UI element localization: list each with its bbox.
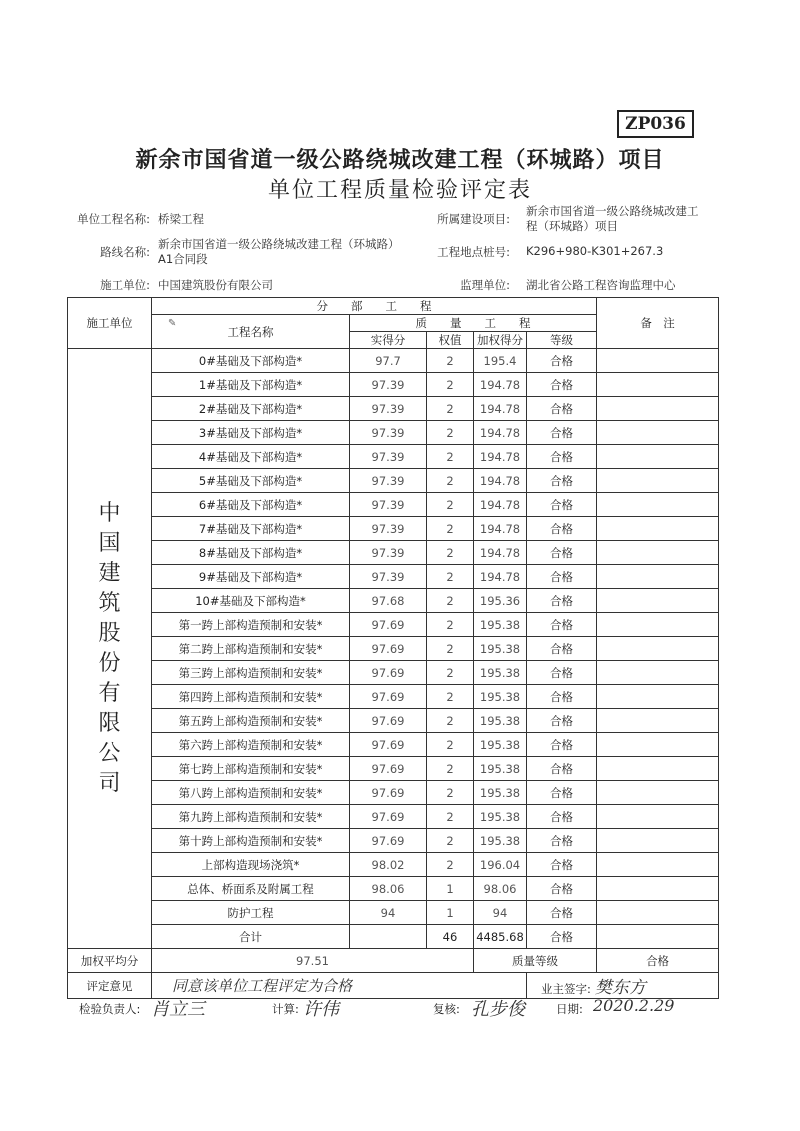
- calc-label: 计算:: [272, 1002, 299, 1016]
- row-weight: 1: [427, 901, 474, 925]
- row-remarks: [597, 829, 719, 853]
- row-score: 97.69: [350, 805, 427, 829]
- row-remarks: [597, 421, 719, 445]
- row-weight: 2: [427, 685, 474, 709]
- table-row: [68, 805, 719, 829]
- supervisor-label: 监理单位:: [460, 278, 510, 292]
- row-grade: 合格: [527, 853, 597, 877]
- table-row: [68, 373, 719, 397]
- location-value: K296+980-K301+267.3: [526, 244, 664, 258]
- unit-project-label: 单位工程名称:: [77, 212, 150, 226]
- row-weight: 2: [427, 829, 474, 853]
- row-weight: 2: [427, 781, 474, 805]
- review-signature: 孔步俊: [471, 999, 525, 1020]
- contractor-char: 建: [98, 560, 121, 586]
- table-row: [68, 349, 719, 373]
- date-label: 日期:: [556, 1002, 583, 1016]
- row-weighted-score: 195.38: [474, 613, 527, 637]
- row-name: 上部构造现场浇筑*: [152, 853, 350, 877]
- row-score: 97.39: [350, 469, 427, 493]
- row-remarks: [597, 397, 719, 421]
- row-name: 第七跨上部构造预制和安装*: [152, 757, 350, 781]
- header-quality: 质 量 工 程: [350, 315, 597, 332]
- opinion-handwritten: 同意该单位工程评定为合格: [152, 973, 527, 999]
- row-weighted-score: 194.78: [474, 469, 527, 493]
- pen-mark-icon: ✎: [168, 318, 177, 329]
- row-grade: 合格: [527, 421, 597, 445]
- row-weight: 2: [427, 493, 474, 517]
- table-row: [68, 565, 719, 589]
- row-name: 6#基础及下部构造*: [152, 493, 350, 517]
- row-weighted-score: 94: [474, 901, 527, 925]
- row-score: 97.39: [350, 373, 427, 397]
- row-score: 97.69: [350, 757, 427, 781]
- review-label: 复核:: [433, 1002, 460, 1016]
- row-remarks: [597, 685, 719, 709]
- contractor-value: 中国建筑股份有限公司: [158, 278, 273, 292]
- row-score: 97.39: [350, 517, 427, 541]
- row-weighted-score: 195.38: [474, 781, 527, 805]
- table-row: [68, 541, 719, 565]
- table-row: [68, 661, 719, 685]
- supervisor-value: 湖北省公路工程咨询监理中心: [526, 278, 676, 292]
- weighted-average-value: 97.51: [152, 949, 474, 973]
- row-weighted-score: 195.38: [474, 733, 527, 757]
- row-grade: 合格: [527, 781, 597, 805]
- row-weight: 2: [427, 373, 474, 397]
- row-grade: 合格: [527, 541, 597, 565]
- quality-grade-value: 合格: [597, 949, 719, 973]
- row-weighted-score: 195.38: [474, 709, 527, 733]
- row-remarks: [597, 445, 719, 469]
- row-remarks: [597, 781, 719, 805]
- parent-project-value-line1: 新余市国省道一级公路绕城改建工: [526, 204, 699, 218]
- row-score: 97.7: [350, 349, 427, 373]
- row-remarks: [597, 637, 719, 661]
- row-grade: 合格: [527, 805, 597, 829]
- total-row: [68, 925, 719, 949]
- weighted-average-row: [68, 949, 719, 973]
- row-score: 97.69: [350, 661, 427, 685]
- row-weighted-score: 195.38: [474, 829, 527, 853]
- row-grade: 合格: [527, 469, 597, 493]
- header-weighted-score: 加权得分: [474, 332, 527, 349]
- row-weight: 2: [427, 469, 474, 493]
- table-row: [68, 901, 719, 925]
- row-weighted-score: 195.38: [474, 661, 527, 685]
- row-weighted-score: 195.4: [474, 349, 527, 373]
- owner-sign-label: 业主签字:: [541, 982, 591, 996]
- row-weight: 2: [427, 421, 474, 445]
- row-weighted-score: 195.38: [474, 637, 527, 661]
- row-name: 第一跨上部构造预制和安装*: [152, 613, 350, 637]
- row-grade: 合格: [527, 733, 597, 757]
- contractor-char: 公: [98, 740, 121, 766]
- weighted-average-label: 加权平均分: [68, 949, 152, 973]
- header-weight: 权值: [427, 332, 474, 349]
- contractor-char: 限: [98, 710, 121, 736]
- row-weighted-score: 195.38: [474, 685, 527, 709]
- row-grade: 合格: [527, 661, 597, 685]
- row-score: 97.69: [350, 613, 427, 637]
- total-weighted-score: 4485.68: [474, 925, 527, 949]
- unit-project-value: 桥梁工程: [158, 212, 204, 226]
- row-remarks: [597, 805, 719, 829]
- row-remarks: [597, 853, 719, 877]
- row-name: 9#基础及下部构造*: [152, 565, 350, 589]
- header-group-subitem: 分 部 工 程: [152, 298, 597, 315]
- row-weighted-score: 98.06: [474, 877, 527, 901]
- row-remarks: [597, 373, 719, 397]
- row-weight: 2: [427, 589, 474, 613]
- row-grade: 合格: [527, 589, 597, 613]
- contractor-char: 司: [98, 770, 121, 796]
- table-row: [68, 613, 719, 637]
- row-score: 97.69: [350, 637, 427, 661]
- row-score: 98.02: [350, 853, 427, 877]
- table-row: [68, 469, 719, 493]
- header-project-name: [152, 315, 350, 349]
- table-row: [68, 829, 719, 853]
- contractor-char: 股: [98, 620, 121, 646]
- row-weight: 2: [427, 709, 474, 733]
- row-weighted-score: 194.78: [474, 517, 527, 541]
- owner-sign-cell: [527, 973, 719, 999]
- inspector-label: 检验负责人:: [79, 1002, 141, 1016]
- row-score: 97.39: [350, 541, 427, 565]
- row-remarks: [597, 661, 719, 685]
- table-row: [68, 637, 719, 661]
- row-score: 97.69: [350, 709, 427, 733]
- row-weight: 2: [427, 733, 474, 757]
- total-weight: 46: [427, 925, 474, 949]
- contractor-label: 施工单位:: [100, 278, 150, 292]
- table-row: [68, 781, 719, 805]
- row-name: 第三跨上部构造预制和安装*: [152, 661, 350, 685]
- table-row: [68, 733, 719, 757]
- parent-project-label: 所属建设项目:: [437, 212, 510, 226]
- row-remarks: [597, 709, 719, 733]
- row-remarks: [597, 517, 719, 541]
- parent-project-value-line2: 程（环城路）项目: [526, 219, 618, 233]
- row-name: 第六跨上部构造预制和安装*: [152, 733, 350, 757]
- row-weighted-score: 194.78: [474, 421, 527, 445]
- row-name: 防护工程: [152, 901, 350, 925]
- row-remarks: [597, 877, 719, 901]
- row-grade: 合格: [527, 685, 597, 709]
- row-weight: 2: [427, 517, 474, 541]
- row-name: 3#基础及下部构造*: [152, 421, 350, 445]
- row-weighted-score: 194.78: [474, 541, 527, 565]
- row-grade: 合格: [527, 373, 597, 397]
- route-value-line1: 新余市国省道一级公路绕城改建工程（环城路）: [158, 237, 400, 251]
- quality-grade-label: 质量等级: [474, 949, 597, 973]
- row-score: 97.69: [350, 829, 427, 853]
- header-remarks: 备 注: [597, 298, 719, 349]
- row-weight: 2: [427, 853, 474, 877]
- table-row: [68, 709, 719, 733]
- table-row: [68, 589, 719, 613]
- evaluation-table: [67, 297, 719, 999]
- row-name: 第四跨上部构造预制和安装*: [152, 685, 350, 709]
- row-weighted-score: 195.38: [474, 805, 527, 829]
- contractor-char: 中: [98, 500, 121, 526]
- row-score: 97.69: [350, 733, 427, 757]
- row-grade: 合格: [527, 901, 597, 925]
- row-grade: 合格: [527, 709, 597, 733]
- row-name: 第九跨上部构造预制和安装*: [152, 805, 350, 829]
- contractor-char: 国: [98, 530, 121, 556]
- row-weight: 2: [427, 541, 474, 565]
- row-name: 2#基础及下部构造*: [152, 397, 350, 421]
- row-grade: 合格: [527, 877, 597, 901]
- row-name: 第八跨上部构造预制和安装*: [152, 781, 350, 805]
- document-title-form: 单位工程质量检验评定表: [267, 178, 532, 203]
- row-name: 总体、桥面系及附属工程: [152, 877, 350, 901]
- header-project-name-text: 工程名称: [227, 324, 274, 339]
- row-remarks: [597, 541, 719, 565]
- row-remarks: [597, 565, 719, 589]
- row-name: 10#基础及下部构造*: [152, 589, 350, 613]
- row-grade: 合格: [527, 565, 597, 589]
- row-remarks: [597, 901, 719, 925]
- header-grade: 等级: [527, 332, 597, 349]
- table-row: [68, 757, 719, 781]
- row-score: 97.69: [350, 781, 427, 805]
- row-score: 97.39: [350, 445, 427, 469]
- row-weight: 2: [427, 661, 474, 685]
- row-score: 97.39: [350, 421, 427, 445]
- row-name: 7#基础及下部构造*: [152, 517, 350, 541]
- contractor-char: 筑: [98, 590, 121, 616]
- row-weighted-score: 194.78: [474, 397, 527, 421]
- contractor-char: 有: [98, 680, 121, 706]
- calc-signature: 许伟: [303, 999, 339, 1020]
- row-weighted-score: 195.38: [474, 757, 527, 781]
- table-row: [68, 445, 719, 469]
- contractor-char: 份: [98, 650, 121, 676]
- row-remarks: [597, 469, 719, 493]
- row-weight: 2: [427, 613, 474, 637]
- row-grade: 合格: [527, 613, 597, 637]
- row-weight: 2: [427, 397, 474, 421]
- total-label: 合计: [152, 925, 350, 949]
- row-remarks: [597, 493, 719, 517]
- row-weighted-score: 196.04: [474, 853, 527, 877]
- date-value: 2020.2.29: [593, 996, 675, 1015]
- row-grade: 合格: [527, 637, 597, 661]
- row-remarks: [597, 757, 719, 781]
- row-weighted-score: 194.78: [474, 565, 527, 589]
- document-title-project: 新余市国省道一级公路绕城改建工程（环城路）项目: [135, 148, 665, 173]
- row-score: 97.39: [350, 565, 427, 589]
- total-remarks: [597, 925, 719, 949]
- row-score: 97.39: [350, 493, 427, 517]
- inspector-signature: 肖立三: [151, 999, 205, 1020]
- row-name: 第二跨上部构造预制和安装*: [152, 637, 350, 661]
- row-name: 5#基础及下部构造*: [152, 469, 350, 493]
- row-weight: 2: [427, 445, 474, 469]
- row-weight: 2: [427, 805, 474, 829]
- row-remarks: [597, 733, 719, 757]
- row-name: 0#基础及下部构造*: [152, 349, 350, 373]
- row-grade: 合格: [527, 349, 597, 373]
- contractor-vertical-name: [68, 349, 152, 949]
- route-value-line2: A1合同段: [158, 252, 208, 266]
- row-weighted-score: 194.78: [474, 373, 527, 397]
- row-score: 97.68: [350, 589, 427, 613]
- row-grade: 合格: [527, 445, 597, 469]
- row-weight: 1: [427, 877, 474, 901]
- row-weighted-score: 194.78: [474, 493, 527, 517]
- row-name: 4#基础及下部构造*: [152, 445, 350, 469]
- row-grade: 合格: [527, 829, 597, 853]
- row-grade: 合格: [527, 397, 597, 421]
- row-remarks: [597, 613, 719, 637]
- row-weight: 2: [427, 565, 474, 589]
- table-row: [68, 397, 719, 421]
- row-score: 97.39: [350, 397, 427, 421]
- row-score: 97.69: [350, 685, 427, 709]
- route-label: 路线名称:: [100, 245, 150, 259]
- table-row: [68, 493, 719, 517]
- total-score: [350, 925, 427, 949]
- owner-signature: 樊东方: [594, 978, 646, 998]
- row-name: 8#基础及下部构造*: [152, 541, 350, 565]
- row-weighted-score: 194.78: [474, 445, 527, 469]
- row-name: 第五跨上部构造预制和安装*: [152, 709, 350, 733]
- document-code-box: ZP036: [617, 110, 694, 138]
- header-contractor: 施工单位: [68, 298, 152, 349]
- location-label: 工程地点桩号:: [437, 245, 510, 259]
- row-weight: 2: [427, 757, 474, 781]
- row-name: 1#基础及下部构造*: [152, 373, 350, 397]
- table-row: [68, 421, 719, 445]
- row-remarks: [597, 349, 719, 373]
- row-grade: 合格: [527, 757, 597, 781]
- header-score: 实得分: [350, 332, 427, 349]
- row-score: 94: [350, 901, 427, 925]
- total-grade: 合格: [527, 925, 597, 949]
- opinion-label: 评定意见: [68, 973, 152, 999]
- table-row: [68, 853, 719, 877]
- row-score: 98.06: [350, 877, 427, 901]
- row-remarks: [597, 589, 719, 613]
- row-weight: 2: [427, 349, 474, 373]
- row-weighted-score: 195.36: [474, 589, 527, 613]
- table-row: [68, 877, 719, 901]
- row-weight: 2: [427, 637, 474, 661]
- row-grade: 合格: [527, 517, 597, 541]
- table-row: [68, 685, 719, 709]
- table-row: [68, 517, 719, 541]
- row-name: 第十跨上部构造预制和安装*: [152, 829, 350, 853]
- row-grade: 合格: [527, 493, 597, 517]
